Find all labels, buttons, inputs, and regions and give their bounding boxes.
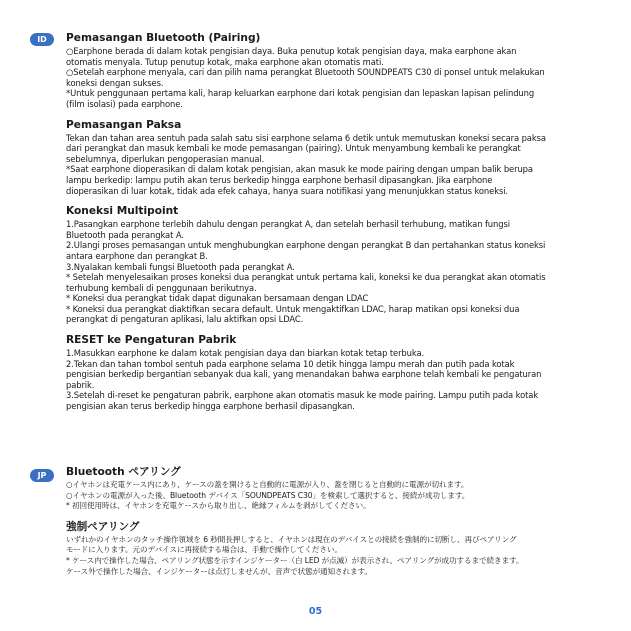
paragraph: ○イヤホンの電源が入った後、Bluetooth デバイス「SOUNDPEATS C30」を検索して選択すると、接続が成功します。 — [66, 490, 470, 500]
paragraph: モードに入ります。元のデバイスに再接続する場合は、手動で操作してください。 — [66, 545, 342, 555]
paragraph: * ケース内で操作した場合、ペアリング状態を示すインジケーター（白 LED が点滅）が表示され、ペアリングが成功するまで続きます。 — [66, 555, 524, 565]
section-heading: RESET ke Pengaturan Pabrik — [66, 334, 237, 347]
paragraph: ○Setelah earphone menyala, cari dan pilih nama perangkat Bluetooth SOUNDPEATS C30 di ponsel untuk melakukan — [66, 67, 545, 78]
paragraph: lampu berkedip: lampu putih akan terus berkedip hingga earphone berhasil dipasangkan. Jika earphone — [66, 174, 493, 185]
paragraph: antara earphone dan perangkat B. — [66, 250, 208, 261]
language-badge-id: ID — [30, 33, 54, 46]
section-block — [66, 466, 602, 512]
paragraph: koneksi dengan sukses. — [66, 77, 164, 88]
paragraph: * 初回使用時は、イヤホンを充電ケースから取り出し、絶縁フィルムを剥がしてください。 — [66, 501, 371, 511]
section-block — [66, 334, 602, 412]
paragraph: sebelumnya, diperlukan pengoperasian manual. — [66, 153, 265, 164]
paragraph: pengisian berkedip bergantian sebanyak dua kali, yang menandakan bahwa earphone telah kembali ke pengaturan — [66, 369, 542, 380]
paragraph: terhubung kembali di penggunaan berikutnya. — [66, 282, 257, 293]
paragraph: pabrik. — [66, 379, 95, 390]
section-block — [66, 205, 602, 325]
paragraph: 1.Pasangkan earphone terlebih dahulu dengan perangkat A, dan setelah berhasil terhubung, matikan fungsi — [66, 219, 510, 230]
paragraph: *Saat earphone dioperasikan di dalam kotak pengisian, akan masuk ke mode pairing dengan umpan balik berupa — [66, 164, 533, 175]
paragraph: Bluetooth pada perangkat A. — [66, 229, 184, 240]
paragraph: * Koneksi dua perangkat tidak dapat digunakan bersamaan dengan LDAC — [66, 293, 369, 304]
jp-section — [66, 466, 602, 577]
section-block — [66, 521, 602, 577]
paragraph: 2.Ulangi proses pemasangan untuk menghubungkan earphone dengan perangkat B dan pertahankan status koneksi — [66, 240, 546, 251]
paragraph: *Untuk penggunaan pertama kali, harap keluarkan earphone dari kotak pengisian dan lepaskan lapisan pelindung — [66, 88, 535, 99]
paragraph: 3.Setelah di-reset ke pengaturan pabrik, earphone akan otomatis masuk ke mode pairing. Lampu putih pada kotak — [66, 390, 539, 401]
paragraph: pengisian akan terus berkedip hingga earphone berhasil dipasangkan. — [66, 401, 355, 412]
page-number: 05 — [308, 606, 323, 617]
paragraph: いずれかのイヤホンのタッチ操作領域を 6 秒間長押しすると、イヤホンは現在のデバイスとの接続を強制的に切断し、再びペアリング — [66, 534, 517, 544]
paragraph: otomatis menyala. Tutup penutup kotak, maka earphone akan otomatis mati. — [66, 56, 384, 67]
paragraph: ケース外で操作した場合、インジケーターは点灯しませんが、音声で状態が通知されます。 — [66, 566, 372, 576]
section-heading: Pemasangan Paksa — [66, 118, 182, 131]
section-heading: 強制ペアリング — [66, 520, 140, 533]
paragraph: 3.Nyalakan kembali fungsi Bluetooth pada perangkat A. — [66, 261, 295, 272]
section-block — [66, 32, 602, 110]
section-heading: Pemasangan Bluetooth (Pairing) — [66, 32, 261, 44]
paragraph: 2.Tekan dan tahan tombol sentuh pada earphone selama 10 detik hingga lampu merah dan putih pada kotak — [66, 358, 515, 369]
id-section — [66, 32, 602, 412]
paragraph: ○Earphone berada di dalam kotak pengisian daya. Buka penutup kotak pengisian daya, maka earphone akan — [66, 46, 517, 56]
paragraph: dioperasikan di luar kotak, tidak ada efek cahaya, hanya suara notifikasi yang menunjukkan status koneksi. — [66, 185, 508, 196]
paragraph: 1.Masukkan earphone ke dalam kotak pengisian daya dan biarkan kotak tetap terbuka. — [66, 348, 425, 359]
section-heading: Koneksi Multipoint — [66, 205, 179, 218]
paragraph: dari perangkat dan masuk kembali ke mode pemasangan (pairing). Untuk menyambung kembali ke perangkat — [66, 143, 521, 154]
language-badge-jp: JP — [30, 469, 54, 482]
paragraph: perangkat di pengaturan aplikasi, lalu aktifkan opsi LDAC. — [66, 314, 304, 325]
paragraph: ○イヤホンは充電ケース内にあり、ケースの蓋を開けると自動的に電源が入り、蓋を閉じると自動的に電源が切れます。 — [66, 480, 469, 489]
paragraph: * Setelah menyelesaikan proses koneksi dua perangkat untuk pertama kali, koneksi ke dua perangkat akan otomatis — [66, 272, 546, 283]
paragraph: Tekan dan tahan area sentuh pada salah satu sisi earphone selama 6 detik untuk memutuskan koneksi secara paksa — [66, 132, 546, 143]
paragraph: (film isolasi) pada earphone. — [66, 98, 183, 109]
section-heading: Bluetooth ペアリング — [66, 466, 181, 478]
paragraph: * Koneksi dua perangkat diaktifkan secara default. Untuk mengaktifkan LDAC, harap matikan opsi koneksi dua — [66, 303, 520, 314]
section-block — [66, 119, 602, 197]
